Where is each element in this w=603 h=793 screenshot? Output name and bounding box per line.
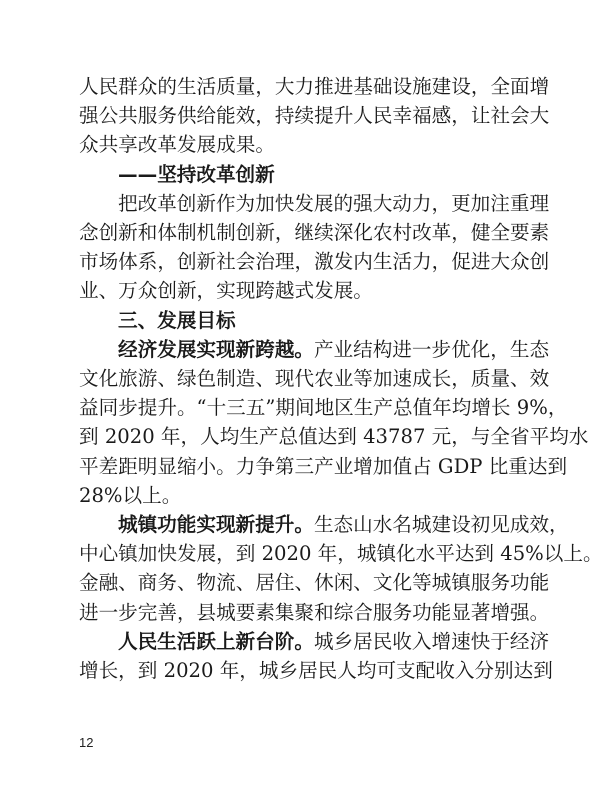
body-text-line: 业、万众创新，实现跨越式发展。 — [79, 279, 373, 302]
body-text-line: 中心镇加快发展，到 2020 年，城镇化水平达到 45%以上。 — [79, 542, 603, 565]
paragraph-text: 城乡居民收入增速快于经济 — [313, 630, 550, 653]
body-text-line: 增长，到 2020 年，城乡居民人均可支配收入分别达到 — [79, 659, 553, 682]
body-text-line: 到 2020 年，人均生产总值达到 43787 元，与全省平均水 — [79, 425, 589, 448]
body-text-line: 进一步完善，县城要素集聚和综合服务功能显著增强。 — [79, 601, 550, 624]
body-text-line: 文化旅游、绿色制造、现代农业等加速成长，质量、效 — [79, 367, 550, 390]
body-text-line: 平差距明显缩小。力争第三产业增加值占 GDP 比重达到 — [79, 455, 568, 478]
body-text-line: 金融、商务、物流、居住、休闲、文化等城镇服务功能 — [79, 571, 550, 594]
body-text-line: 28%以上。 — [79, 484, 182, 507]
paragraph-first-line — [118, 337, 550, 363]
paragraph-lead-phrase: 经济发展实现新跨越。 — [118, 338, 314, 361]
paragraph-first-line — [118, 629, 550, 655]
body-text-line: 益同步提升。“十三五”期间地区生产总值年均增长 9%， — [79, 396, 568, 419]
paragraph-text: 生态山水名城建设初见成效， — [313, 513, 569, 536]
body-text-line: 强公共服务供给能效，持续提升人民幸福感，让社会大 — [79, 104, 550, 127]
body-text-line: 把改革创新作为加快发展的强大动力，更加注重理 — [118, 192, 550, 215]
chapter-heading: 三、发展目标 — [118, 309, 236, 332]
paragraph-lead-phrase: 城镇功能实现新提升。 — [118, 513, 314, 536]
section-heading: ——坚持改革创新 — [118, 163, 275, 186]
body-text-line: 市场体系，创新社会治理，激发内生活力，促进大众创 — [79, 250, 550, 273]
paragraph-text: 产业结构进一步优化，生态 — [313, 338, 550, 361]
body-text-line: 人民群众的生活质量，大力推进基础设施建设，全面增 — [79, 75, 550, 98]
body-text-line: 众共享改革发展成果。 — [79, 133, 275, 156]
paragraph-lead-phrase: 人民生活跃上新台阶。 — [118, 630, 314, 653]
body-text-line: 念创新和体制机制创新，继续深化农村改革，健全要素 — [79, 221, 550, 244]
page-number: 12 — [79, 735, 94, 750]
paragraph-first-line — [118, 512, 569, 538]
